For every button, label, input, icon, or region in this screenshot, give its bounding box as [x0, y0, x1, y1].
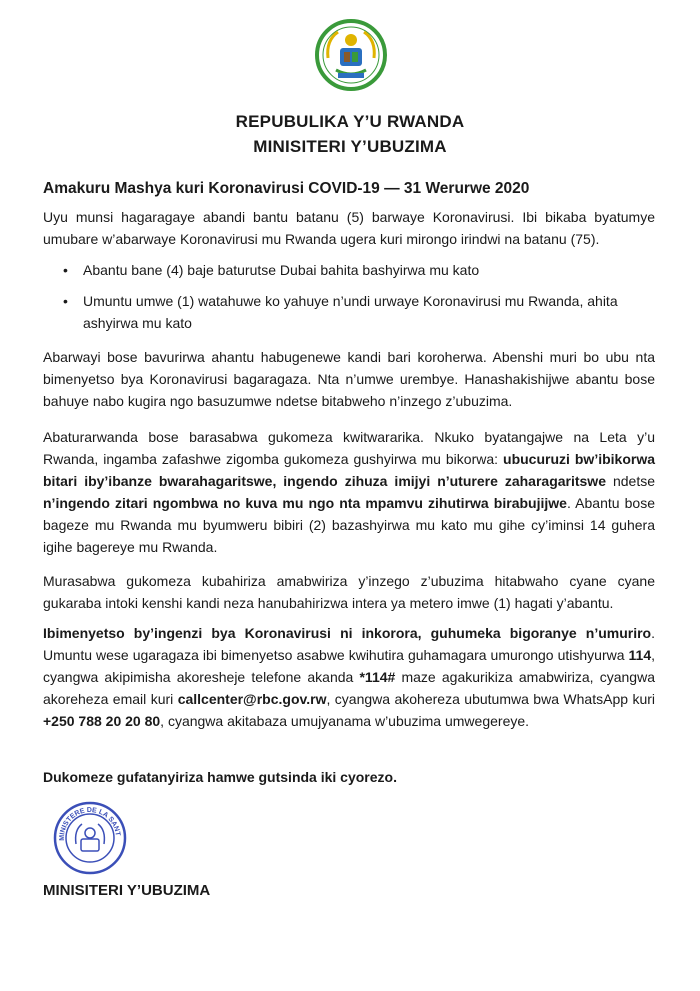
- list-item: • Umuntu umwe (1) watahuwe ko yahuye n’undi urwaye Koronavirusi mu Rwanda, ahita ashyirwa mu kato: [43, 290, 655, 334]
- bullet-icon: •: [63, 293, 68, 309]
- stamp-text: MINISTERE DE LA SANT: [58, 806, 121, 841]
- paragraph-symptoms-contact: Ibimenyetso by’ingenzi bya Koronavirusi ni inkorora, guhumeka bigoranye n’umuriro. Umuntu wese ugaragaza ibi bimenyetso asabwe kwihutira guhamagara umurongo utishyurwa 114, cyangwa akipimisha akoresheje telefone akanda *114# maze agakurikiza amabwiriza, cyangwa akoreheza email kuri callcenter@rbc.gov.rw, cyangwa akohereza ubutumwa bwa WhatsApp kuri +250 788 20 20 80, cyangwa akitabaza umujyanama w’ubuzima umwegereye.: [43, 625, 656, 729]
- republic-title: REPUBULIKA Y’U RWANDA: [235, 112, 465, 131]
- press-release-subtitle: Amakuru Mashya kuri Koronavirusi COVID-19 — 31 Werurwe 2020: [43, 180, 530, 197]
- ministry-title: MINISITERI Y’UBUZIMA: [253, 137, 447, 156]
- ministry-stamp-icon: [52, 800, 128, 876]
- bullet-icon: •: [63, 262, 68, 278]
- list-item: • Abantu bane (4) baje baturutse Dubai bahita bashyirwa mu kato: [43, 259, 655, 281]
- footer-signature: MINISITERI Y’UBUZIMA: [43, 882, 211, 899]
- paragraph-new-cases: Uyu munsi hagaragaye abandi bantu batanu (5) barwaye Koronavirusi. Ibi bikaba byatumye umubare w’abarwaye Koronavirusi mu Rwanda ugera kuri mirongo irindwi na batanu (75).: [43, 209, 655, 247]
- case-details-list: [43, 259, 655, 334]
- paragraph-measures: Abaturarwanda bose barasabwa gukomeza kwitwararika. Nkuko byatangajwe na Leta y’u Rwanda, ingamba zafashwe zigomba gukomeza gushyirwa mu bikorwa: ubucuruzi bw’ibikorwa bitari iby’ibanze bwarahagaritswe, ingendo zihuza imijyi n’uturere zaharagaritswe ndetse n’ingendo zitari ngombwa no kuva mu ngo nta mpamvu zihutirwa birabujijwe. Abantu bose bageze mu Rwanda mu byumweru bibiri (2) bazashyirwa mu kato mu gihe cy’iminsi 14 guhera igihe bagereye mu Rwanda.: [43, 429, 655, 555]
- closing-statement: Dukomeze gufatanyiriza hamwe gutsinda iki cyorezo.: [43, 769, 397, 785]
- paragraph-hygiene: Murasabwa gukomeza kubahiriza amabwiriza y’inzego z’ubuzima hitabwaho cyane cyane gukaraba intoki kenshi kandi neza hanubahirizwa intera ya metero imwe (1) hagati y’abantu.: [43, 573, 655, 611]
- paragraph-patient-status: Abarwayi bose bavurirwa ahantu habugenewe kandi bari koroherwa. Abenshi muri bo ubu nta bimenyetso bya Koronavirusi bagaragaza. Nta n’umwe urembye. Hanashakishijwe abantu bose bahuye nabo kugira ngo basuzumwe ndetse bitabweho n’inzego z’ubuzima.: [43, 349, 655, 409]
- coat-of-arms-icon: [314, 18, 388, 92]
- svg-text:MINISTERE DE LA SANTE: [52, 800, 121, 841]
